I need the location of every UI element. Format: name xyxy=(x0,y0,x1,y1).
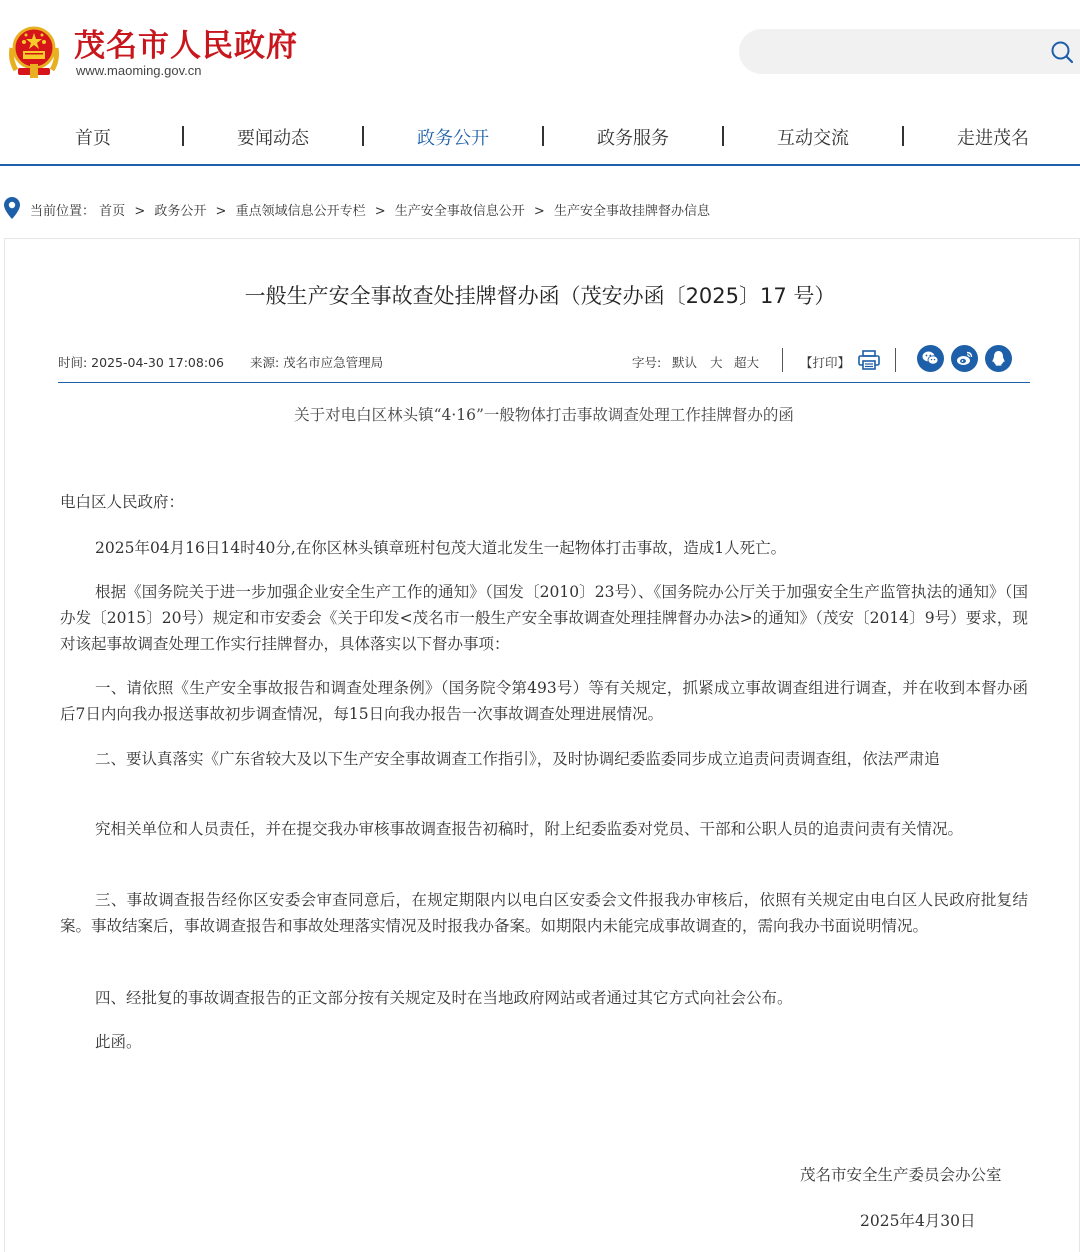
breadcrumb-item-accident-info[interactable]: 生产安全事故信息公开 xyxy=(394,204,525,219)
breadcrumb-separator: > xyxy=(533,204,545,219)
nav-separator xyxy=(362,126,364,146)
nav-item-services[interactable]: 政务服务 xyxy=(597,128,669,149)
qq-icon[interactable] xyxy=(985,345,1012,372)
font-size-large-button[interactable]: 大 xyxy=(710,355,723,370)
letter-paragraph: 四、经批复的事故调查报告的正文部分按有关规定及时在当地政府网站或者通过其它方式向社会公布。 xyxy=(95,989,793,1007)
breadcrumb xyxy=(0,194,1080,222)
breadcrumb-separator: > xyxy=(215,204,227,219)
site-url: www.maoming.gov.cn xyxy=(76,63,202,78)
letter-salutation: 电白区人民政府： xyxy=(60,493,185,511)
breadcrumb-separator: > xyxy=(374,204,386,219)
signature-organization: 茂名市安全生产委员会办公室 xyxy=(800,1166,1002,1184)
letter-closing: 此函。 xyxy=(95,1033,142,1051)
letter-paragraph: 一、请依照《生产安全事故报告和调查处理条例》（国务院令第493号）等有关规定，抓紧成立事故调查组进行调查，并在收到本督办函后7日内向我办报送事故初步调查情况，每15日向我办报告一次事故调查处理进展情况。 xyxy=(60,679,1028,723)
national-emblem-icon[interactable] xyxy=(6,20,62,82)
font-size-default-button[interactable]: 默认 xyxy=(672,355,698,370)
search-input[interactable] xyxy=(739,29,1080,74)
nav-divider xyxy=(0,164,1080,166)
meta-separator xyxy=(895,348,896,372)
print-button[interactable]: 【打印】 xyxy=(800,355,851,370)
nav-item-government-affairs[interactable]: 政务公开 xyxy=(417,128,489,149)
printer-icon[interactable] xyxy=(858,350,880,370)
letter-paragraph: 2025年04月16日14时40分,在你区林头镇章班村包茂大道北发生一起物体打击事故，造成1人死亡。 xyxy=(95,539,787,557)
search-icon[interactable] xyxy=(1050,40,1074,64)
breadcrumb-separator: > xyxy=(134,204,146,219)
meta-separator xyxy=(782,348,783,372)
letter-paragraph: 究相关单位和人员责任，并在提交我办审核事故调查报告初稿时，附上纪委监委对党员、干部和公职人员的追责问责有关情况。 xyxy=(95,820,964,838)
wechat-icon[interactable] xyxy=(917,345,944,372)
breadcrumb-prefix: 当前位置： xyxy=(30,204,96,219)
font-size-label: 字号: xyxy=(632,355,662,370)
letter-subtitle: 关于对电白区林头镇“4·16”一般物体打击事故调查处理工作挂牌督办的函 xyxy=(294,406,794,424)
breadcrumb-item-government-affairs[interactable]: 政务公开 xyxy=(154,204,207,219)
location-pin-icon xyxy=(4,197,20,219)
breadcrumb-item-supervision-info[interactable]: 生产安全事故挂牌督办信息 xyxy=(553,204,710,219)
nav-item-news[interactable]: 要闻动态 xyxy=(237,128,309,149)
letter-paragraph: 二、要认真落实《广东省较大及以下生产安全事故调查工作指引》，及时协调纪委监委同步成立追责问责调查组，依法严肃追 xyxy=(95,750,940,768)
article-title: 一般生产安全事故查处挂牌督办函（茂安办函〔2025〕17 号） xyxy=(244,284,836,308)
breadcrumb-item-home[interactable]: 首页 xyxy=(99,204,126,219)
publish-time: 时间: 2025-04-30 17:08:06 xyxy=(58,355,224,370)
main-nav xyxy=(0,110,1080,164)
site-header xyxy=(0,0,1080,100)
font-size-xlarge-button[interactable]: 超大 xyxy=(734,355,760,370)
nav-separator xyxy=(902,126,904,146)
nav-item-home[interactable]: 首页 xyxy=(75,128,111,149)
article-container xyxy=(4,238,1080,1252)
nav-separator xyxy=(182,126,184,146)
nav-separator xyxy=(542,126,544,146)
letter-paragraph: 三、事故调查报告经你区安委会审查同意后，在规定期限内以电白区安委会文件报我办审核后，依照有关规定由电白区人民政府批复结案。事故结案后，事故调查报告和事故处理落实情况及时报我办备案。如期限内未能完成事故调查的，需向我办书面说明情况。 xyxy=(60,891,1028,935)
article-meta xyxy=(58,344,1030,384)
nav-item-interaction[interactable]: 互动交流 xyxy=(777,128,849,149)
site-name[interactable]: 茂名市人民政府 xyxy=(74,28,298,64)
weibo-icon[interactable] xyxy=(951,345,978,372)
article-source: 来源: 茂名市应急管理局 xyxy=(249,355,384,370)
nav-separator xyxy=(722,126,724,146)
letter-paragraph: 根据《国务院关于进一步加强企业安全生产工作的通知》（国发〔2010〕23号）、《国务院办公厅关于加强安全生产监管执法的通知》（国办发〔2015〕20号）规定和市安委会《关于印发<茂名市一般生产安全事故调查处理挂牌督办办法>的通知》（茂安〔2014〕9号）要求，现对该起事故调查处理工作实行挂牌督办，具体落实以下督办事项： xyxy=(60,583,1028,653)
signature-date: 2025年4月30日 xyxy=(860,1212,976,1230)
meta-divider xyxy=(58,382,1030,383)
nav-item-about[interactable]: 走进茂名 xyxy=(957,128,1029,149)
breadcrumb-item-key-areas[interactable]: 重点领域信息公开专栏 xyxy=(235,204,366,219)
